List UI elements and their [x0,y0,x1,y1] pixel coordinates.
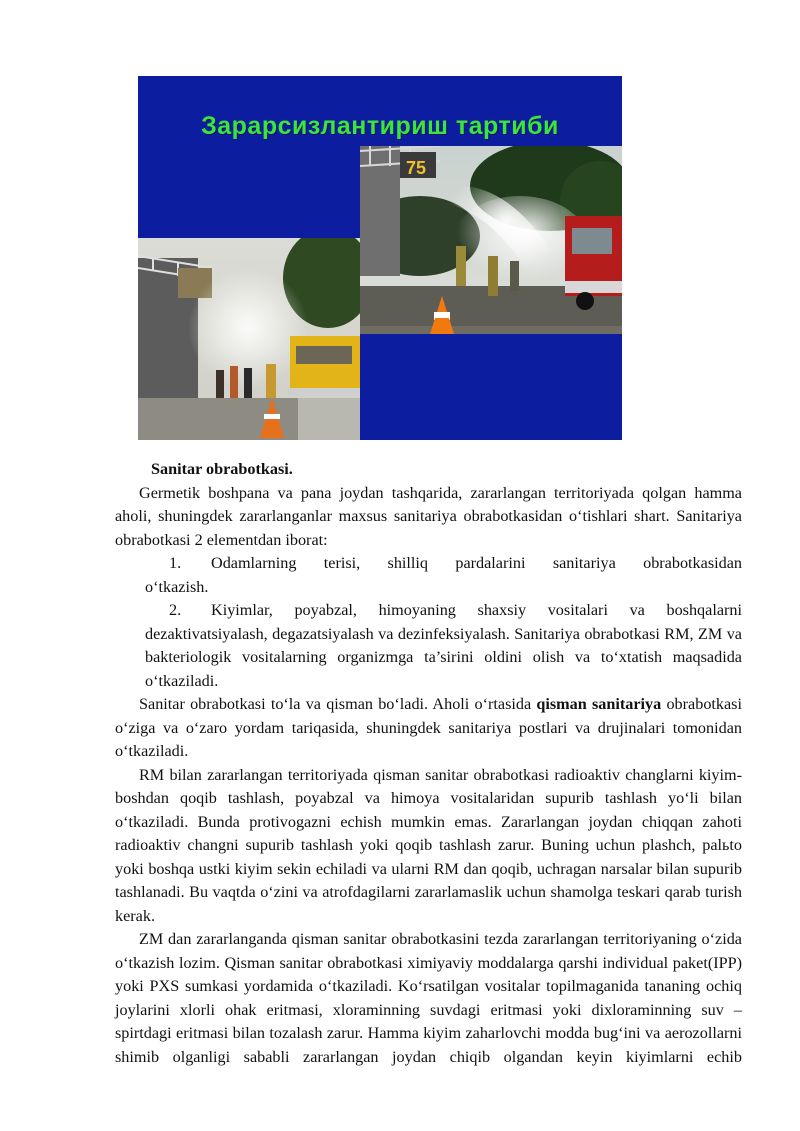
list-number: 2. [169,601,182,619]
firefighters-spray-photo [138,238,360,440]
fire-truck-spray-photo [360,146,622,406]
section-heading: Sanitar obrabotkasi. [151,460,293,478]
list-number: 1. [169,554,182,572]
decontamination-slide [138,76,622,440]
list-item-text: Odamlarning terisi, shilliq pardalarini sanitariya obrabotkasidan [211,554,742,572]
list-item [115,599,742,693]
paragraph: Sanitar obrabotkasi to‘la va qisman bo‘ladi. Aholi o‘rtasida qisman sanitariya obrabotkasi o‘ziga va o‘zaro yordam tariqasida, shuningdek sanitariya postlari va drujinalari tomonidan o‘tkaziladi. [115,695,742,760]
document-body [115,458,742,1069]
list-item-text-cont: o‘tkazish. [145,577,209,596]
slide-title: Зарарсизлантириш тартиби [201,112,559,140]
paragraph: Germetik boshpana va pana joydan tashqarida, zararlangan territoriyada qolgan hamma aholi, shuningdek zararlanganlar maxsus sanitariya obrabotkasidan o‘tishlari shart. Sanitariya obrabotkasi 2 elementdan iborat: [115,483,742,549]
list-item [115,552,742,599]
paragraph: RM bilan zararlangan territoriyada qisman sanitar obrabotkasi radioaktiv changlarni kiyim-boshdan qoqib tashlash, poyabzal va himoya vositalaridan supurib tashlash yo‘li bilan o‘tkaziladi. Bunda protivogazni echish mumkin emas. Zararlangan joydan chiqqan zahoti radioaktiv changni supurib tashlash yoki qoqib tashlash zarur. Buning uchun plashch, palьto yoki boshqa ustki kiyim sekin echiladi va ularni RM dan qoqib, uchragan narsalar bilan supurib tashlanadi. Bu vaqtda o‘zini va atrofdagilarni zararlamaslik uchun shamolga teskari qarab turish kerak. [115,765,742,925]
list-item-text-cont: dezaktivatsiyalash, degazatsiyalash va dezinfeksiyalash. Sanitariya obrabotkasi RM, ZM va bakteriologik vositalarning organizmga ta’sirini oldini olish va to‘xtatish maqsadida o‘tkaziladi. [145,624,742,690]
list-item-text: Kiyimlar, poyabzal, himoyaning shaxsiy vositalari va boshqalarni [211,601,742,619]
paragraph: ZM dan zararlanganda qisman sanitar obrabotkasini tezda zararlangan territoriyaning o‘zida o‘tkazish lozim. Qisman sanitar obrabotkasi ximiyaviy moddalarga qarshi individual paket(IPP) yoki PXS sumkasi yordamida o‘tkaziladi. Ko‘rsatilgan vositalar topilmaganida tananing ochiq joylarini xlorli ohak eritmasi, xloraminning suvdagi eritmasi yoki dixloraminning suv – spirtdagi eritmasi bilan tozalash zarur. Hamma kiyim zaharlovchi modda bug‘ini va aerozollarni shimib olganligi sababli zararlangan joydan chiqib olgandan keyin kiyimlarni echib [115,930,742,1066]
truck-number: 75 [406,158,427,178]
bold-term: qisman sanitariya [536,695,662,713]
